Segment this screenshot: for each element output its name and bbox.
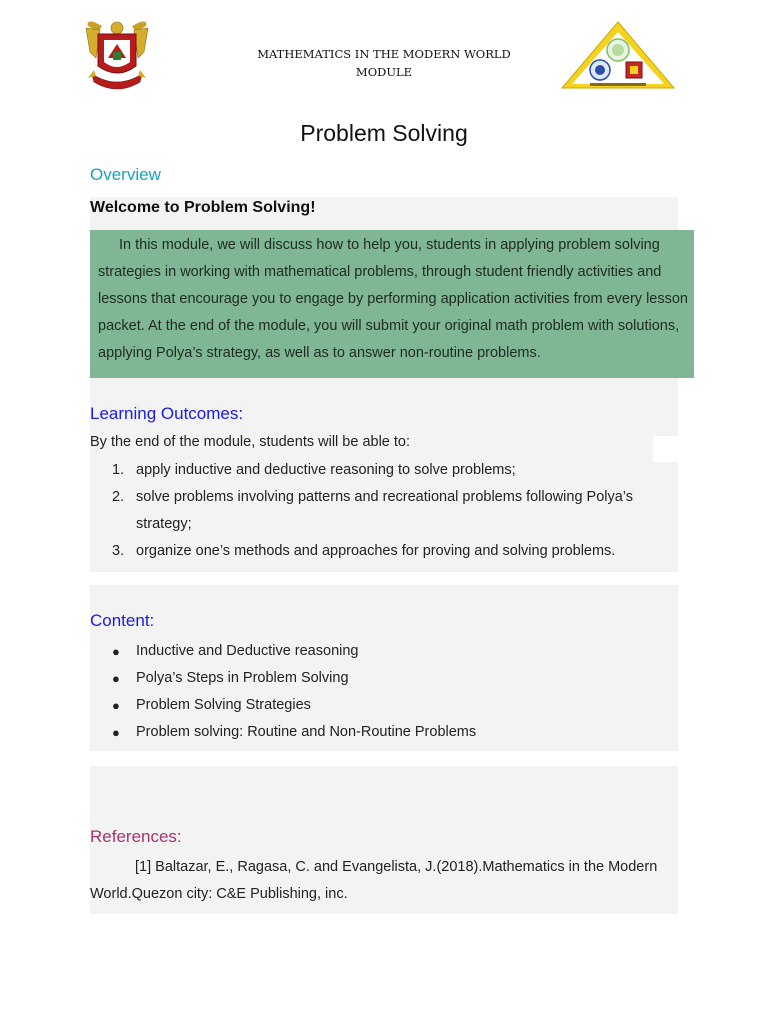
list-item bbox=[112, 665, 476, 692]
list-item bbox=[112, 638, 476, 665]
list-number: 3. bbox=[112, 543, 125, 559]
content-heading: Content: bbox=[90, 611, 155, 630]
overview-paragraph: In this module, we will discuss how to help you, students in applying problem solving strategies in working with mathematical problems, through student friendly activities and lessons that encourage you to engage by performing application activities from every lesson packet. At the end of the module, you will submit your original math problem with solutions, applying Polya’s strategy, as well as to answer non-routine problems. bbox=[98, 237, 688, 361]
page-title: Problem Solving bbox=[300, 120, 468, 146]
module-header-title bbox=[230, 45, 538, 81]
overview-highlight-box bbox=[90, 230, 694, 378]
learning-outcomes-heading: Learning Outcomes: bbox=[90, 404, 244, 423]
list-item-text: Problem Solving Strategies bbox=[136, 697, 311, 713]
list-item-text: Inductive and Deductive reasoning bbox=[136, 643, 359, 659]
bullet-icon: ● bbox=[112, 698, 120, 713]
learning-outcomes-intro: By the end of the module, students will be able to: bbox=[90, 434, 411, 450]
list-item bbox=[112, 692, 476, 719]
list-item bbox=[112, 538, 672, 565]
overview-heading: Overview bbox=[90, 165, 161, 184]
list-number: 2. bbox=[112, 489, 125, 505]
list-item bbox=[112, 484, 672, 538]
university-seal-logo bbox=[84, 18, 150, 94]
reference-entry: [1] Baltazar, E., Ragasa, C. and Evangelista, J.(2018).Mathematics in the Modern World.Quezon city: C&E Publishing, inc. bbox=[90, 859, 658, 902]
list-item-text: solve problems involving patterns and recreational problems following Polya’s strategy; bbox=[136, 489, 634, 532]
list-item-text: Problem solving: Routine and Non-Routine Problems bbox=[136, 724, 477, 740]
header-title-line1: MATHEMATICS IN THE MODERN WORLD bbox=[257, 47, 511, 61]
list-item-text: apply inductive and deductive reasoning to solve problems; bbox=[136, 462, 516, 478]
welcome-heading: Welcome to Problem Solving! bbox=[90, 199, 316, 216]
bullet-icon: ● bbox=[112, 725, 120, 740]
list-number: 1. bbox=[112, 462, 125, 478]
list-item-text: Polya’s Steps in Problem Solving bbox=[136, 670, 349, 686]
learning-outcomes-list bbox=[112, 457, 672, 565]
list-item-text: organize one’s methods and approaches for proving and solving problems. bbox=[136, 543, 616, 559]
list-item bbox=[112, 719, 476, 746]
content-list bbox=[112, 638, 476, 746]
references-heading: References: bbox=[90, 827, 182, 846]
triangle-seals-logo bbox=[560, 20, 676, 90]
header-title-line2: MODULE bbox=[355, 65, 413, 79]
list-item bbox=[112, 457, 672, 484]
bullet-icon: ● bbox=[112, 671, 120, 686]
bullet-icon: ● bbox=[112, 644, 120, 659]
